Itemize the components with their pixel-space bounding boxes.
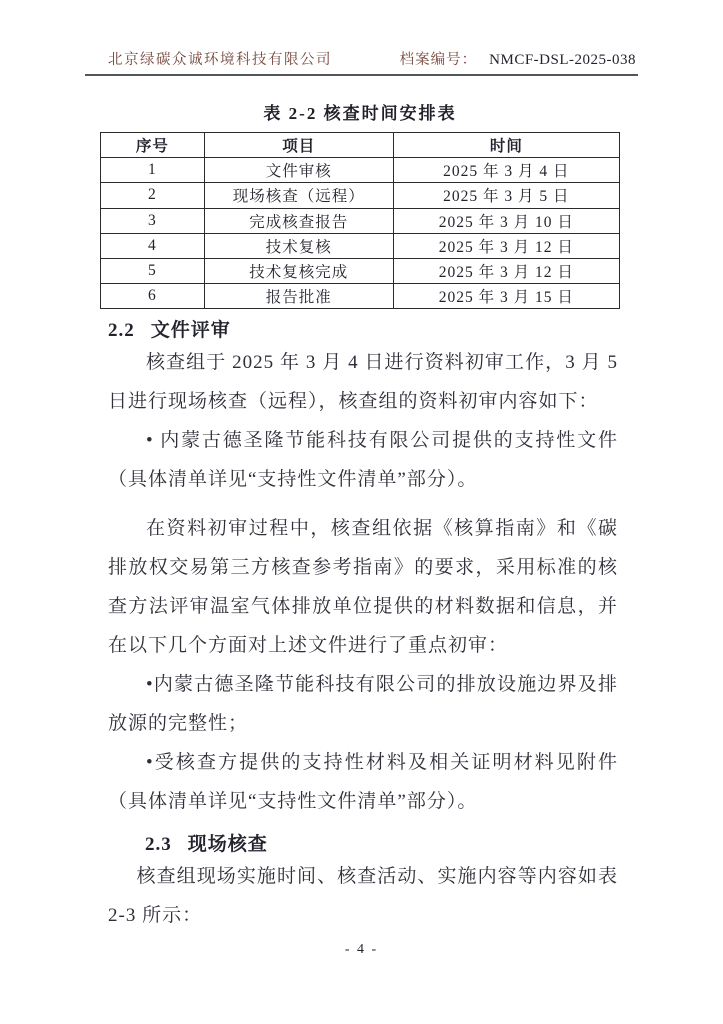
table-2-2-caption: 表 2-2 核查时间安排表 bbox=[263, 104, 457, 123]
cell-time: 2025 年 3 月 15 日 bbox=[393, 284, 619, 309]
cell-index: 6 bbox=[101, 284, 205, 309]
table-row bbox=[101, 208, 620, 233]
table-row bbox=[101, 183, 620, 208]
cell-item: 现场核查（远程） bbox=[204, 183, 393, 208]
cell-item: 技术复核完成 bbox=[204, 258, 393, 283]
page-content bbox=[100, 99, 620, 935]
page-number: - 4 - bbox=[344, 942, 379, 957]
column-header-time: 时间 bbox=[393, 133, 619, 158]
section-title: 文件评审 bbox=[150, 320, 231, 342]
header-archive bbox=[400, 48, 636, 69]
table-row bbox=[101, 258, 620, 283]
header-company-name: 北京绿碳众诚环境科技有限公司 bbox=[108, 52, 332, 68]
cell-time: 2025 年 3 月 12 日 bbox=[393, 258, 619, 283]
section-number: 2.3 bbox=[145, 834, 172, 856]
cell-item: 报告批准 bbox=[204, 284, 393, 309]
bullet-supporting-documents: • 内蒙古德圣隆节能科技有限公司提供的支持性文件（具体清单详见“支持性文件清单”部分）。 bbox=[108, 430, 618, 491]
archive-number-label: 档案编号： bbox=[399, 52, 478, 68]
cell-time: 2025 年 3 月 10 日 bbox=[393, 208, 619, 233]
cell-index: 2 bbox=[101, 183, 205, 208]
cell-index: 1 bbox=[101, 158, 205, 183]
cell-index: 3 bbox=[101, 208, 205, 233]
verification-schedule-table bbox=[100, 132, 620, 309]
table-row bbox=[101, 284, 620, 309]
table-header-row bbox=[101, 133, 620, 158]
cell-index: 4 bbox=[101, 233, 205, 258]
section-title: 现场核查 bbox=[187, 834, 268, 856]
page-header bbox=[85, 48, 638, 76]
column-header-item: 项目 bbox=[204, 133, 393, 158]
bullet-emission-boundary: •内蒙古德圣隆节能科技有限公司的排放设施边界及排放源的完整性； bbox=[108, 674, 618, 735]
paragraph-document-review-intro: 核查组于 2025 年 3 月 4 日进行资料初审工作，3 月 5 日进行现场核查（远程），核查组的资料初审内容如下： bbox=[108, 352, 618, 413]
table-row bbox=[101, 233, 620, 258]
section-heading-2-3 bbox=[145, 833, 620, 857]
section-number: 2.2 bbox=[108, 320, 135, 342]
cell-time: 2025 年 3 月 12 日 bbox=[393, 233, 619, 258]
archive-number-value: NMCF-DSL-2025-038 bbox=[489, 52, 636, 68]
cell-item: 文件审核 bbox=[204, 158, 393, 183]
paragraph-review-method: 在资料初审过程中，核查组依据《核算指南》和《碳排放权交易第三方核查参考指南》的要求，采用标准的核查方法评审温室气体排放单位提供的材料数据和信息，并在以下几个方面对上述文件进行了重点初审： bbox=[108, 518, 618, 657]
paragraph-onsite-verification-intro: 核查组现场实施时间、核查活动、实施内容等内容如表 2-3 所示： bbox=[108, 866, 618, 927]
section-heading-2-2 bbox=[108, 319, 620, 343]
column-header-index: 序号 bbox=[101, 133, 205, 158]
cell-time: 2025 年 3 月 4 日 bbox=[393, 158, 619, 183]
cell-item: 技术复核 bbox=[204, 233, 393, 258]
cell-time: 2025 年 3 月 5 日 bbox=[393, 183, 619, 208]
bullet-supporting-materials: •受核查方提供的支持性材料及相关证明材料见附件（具体清单详见“支持性文件清单”部分）。 bbox=[108, 752, 618, 813]
table-row bbox=[101, 158, 620, 183]
cell-index: 5 bbox=[101, 258, 205, 283]
cell-item: 完成核查报告 bbox=[204, 208, 393, 233]
